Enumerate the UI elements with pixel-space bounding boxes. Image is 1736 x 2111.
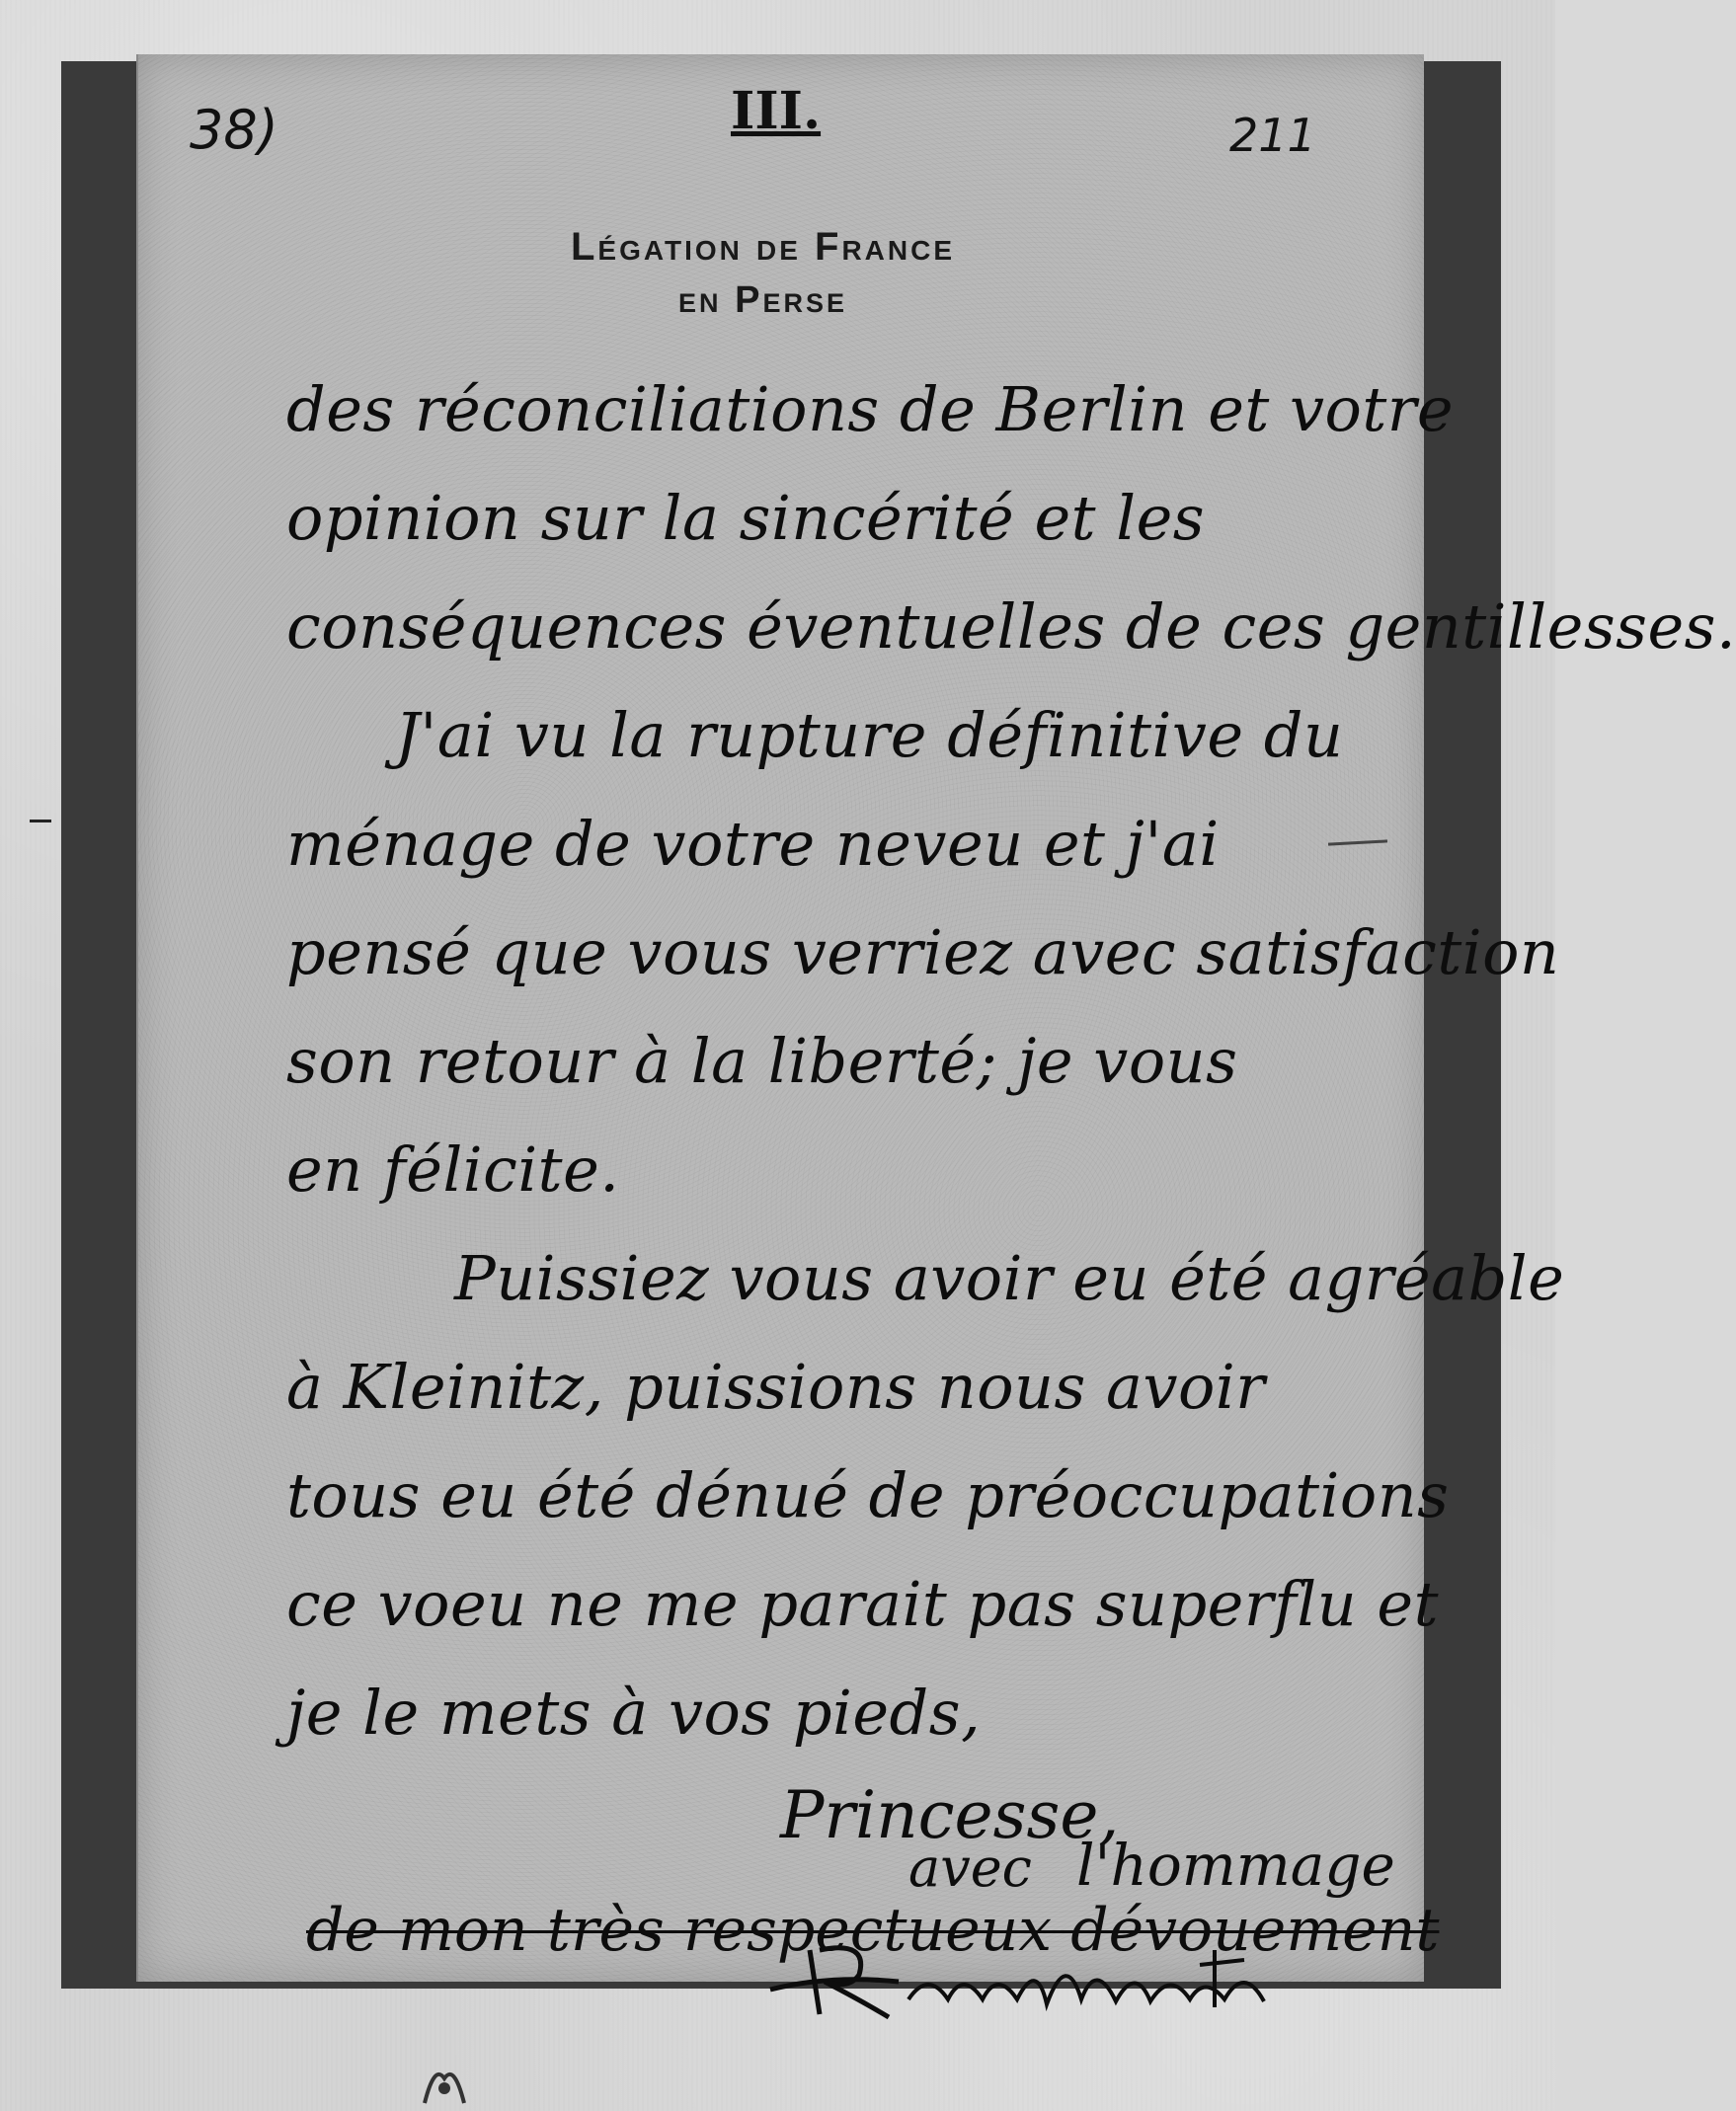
body-line: son retour à la liberté; je vous xyxy=(286,1025,1238,1097)
closing-avec: avec xyxy=(908,1837,1032,1899)
handwritten-signature xyxy=(750,1920,1323,2029)
section-mark: III. xyxy=(731,81,822,141)
archive-number: 38) xyxy=(190,99,278,161)
body-line: tous eu été dénué de préoccupations xyxy=(286,1459,1450,1531)
letter-body xyxy=(286,355,1736,1767)
closing-salutation: Princesse, xyxy=(780,1777,1120,1853)
letterhead-line-1: Légation de France xyxy=(570,225,956,269)
body-line: en félicite. xyxy=(286,1134,620,1206)
closing-struck-line: de mon très respectueux dévouement xyxy=(306,1896,1440,1965)
body-line: ce voeu ne me parait pas superflu et xyxy=(286,1568,1439,1640)
folio-number: 211 xyxy=(1229,109,1316,162)
body-line: à Kleinitz, puissions nous avoir xyxy=(286,1351,1266,1423)
margin-tick-mark xyxy=(30,820,51,822)
body-line: opinion sur la sincérité et les xyxy=(286,482,1206,554)
body-line: pensé que vous verriez avec satisfaction xyxy=(286,916,1560,988)
stamp-fragment-icon xyxy=(415,2059,474,2108)
body-line: ménage de votre neveu et j'ai xyxy=(286,808,1220,880)
letterhead-line-2: en Perse xyxy=(678,279,847,321)
body-line: des réconciliations de Berlin et votre xyxy=(286,373,1455,445)
body-line: Puissiez vous avoir eu été agréable xyxy=(454,1242,1565,1314)
body-line: conséquences éventuelles de ces gentillesses. xyxy=(286,590,1736,663)
body-line: je le mets à vos pieds, xyxy=(286,1677,982,1749)
body-line: J'ai vu la rupture définitive du xyxy=(395,699,1344,771)
letterhead xyxy=(0,225,1555,322)
closing-hommage: l'hommage xyxy=(1076,1832,1395,1899)
